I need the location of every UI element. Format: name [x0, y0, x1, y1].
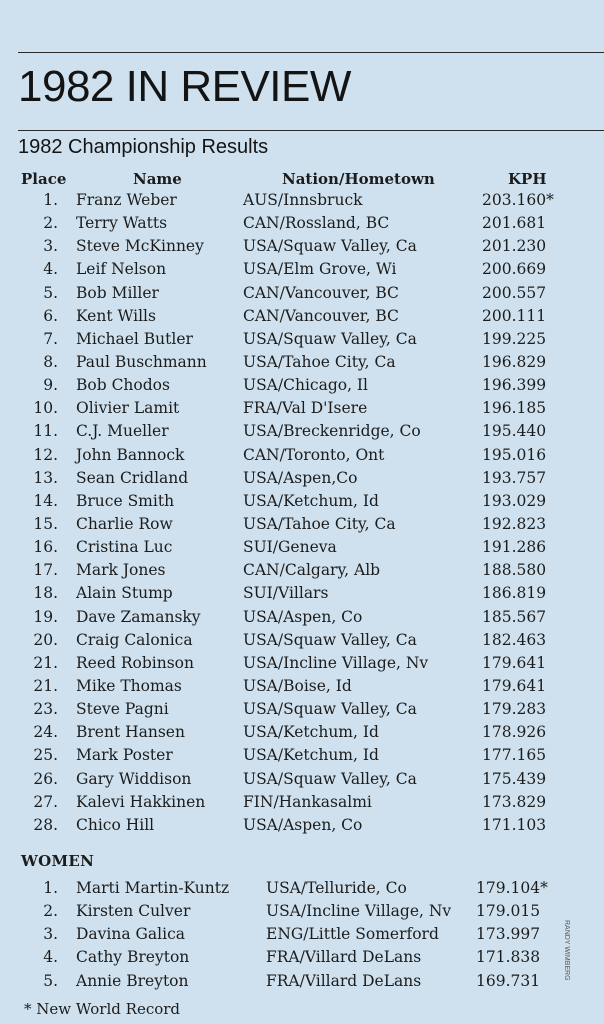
kph-cell: 179.641: [482, 676, 547, 695]
nation-cell: USA/Tahoe City, Ca: [243, 352, 396, 371]
nation-cell: CAN/Rossland, BC: [243, 214, 390, 233]
table-row: [0, 284, 604, 307]
table-row: [0, 631, 604, 654]
table-row: [0, 584, 604, 607]
place-cell: 20.: [33, 630, 58, 649]
table-row: [0, 422, 604, 445]
table-row: [0, 469, 604, 492]
name-cell: Michael Butler: [76, 329, 193, 348]
nation-cell: USA/Elm Grove, Wi: [243, 260, 397, 279]
nation-cell: USA/Aspen,Co: [243, 468, 358, 487]
nation-cell: USA/Telluride, Co: [266, 879, 407, 897]
place-cell: 26.: [33, 769, 58, 788]
table-row: [0, 353, 604, 376]
place-cell: 2.: [43, 214, 58, 233]
place-cell: 21.: [33, 653, 58, 672]
nation-cell: USA/Breckenridge, Co: [243, 422, 421, 441]
place-cell: 19.: [33, 607, 58, 626]
kph-cell: 173.829: [482, 792, 547, 811]
table-row: [0, 746, 604, 769]
name-cell: Marti Martin-Kuntz: [76, 879, 230, 897]
place-cell: 12.: [33, 445, 58, 464]
nation-cell: USA/Incline Village, Nv: [243, 653, 429, 672]
nation-cell: FRA/Val D'Isere: [243, 399, 368, 418]
kph-cell: 173.997: [476, 925, 541, 944]
table-row: [0, 191, 604, 214]
footnote: * New World Record: [24, 1000, 181, 1018]
kph-cell: 177.165: [482, 746, 547, 765]
table-row: [0, 446, 604, 469]
table-row: [0, 492, 604, 515]
place-cell: 3.: [43, 925, 58, 944]
nation-cell: USA/Tahoe City, Ca: [243, 514, 396, 533]
name-cell: John Bannock: [76, 445, 185, 464]
top-rule: [18, 52, 604, 53]
kph-cell: 196.399: [482, 376, 547, 395]
name-cell: Reed Robinson: [76, 653, 194, 672]
table-row: [0, 561, 604, 584]
name-cell: Annie Breyton: [76, 971, 189, 990]
results-subtitle: 1982 Championship Results: [18, 136, 269, 158]
table-row: [0, 723, 604, 746]
nation-cell: USA/Boise, Id: [243, 676, 352, 695]
nation-cell: USA/Squaw Valley, Ca: [243, 769, 417, 788]
table-row: [0, 770, 604, 793]
place-cell: 5.: [43, 971, 58, 990]
name-cell: Bob Miller: [76, 283, 159, 302]
nation-cell: FRA/Villard DeLans: [266, 971, 422, 990]
name-cell: C.J. Mueller: [76, 422, 169, 441]
kph-cell: 200.669: [482, 260, 547, 279]
name-cell: Charlie Row: [76, 514, 173, 533]
name-cell: Franz Weber: [76, 191, 177, 209]
header-kph: KPH: [508, 170, 547, 188]
nation-cell: USA/Squaw Valley, Ca: [243, 700, 417, 719]
nation-cell: AUS/Innsbruck: [243, 191, 363, 209]
place-cell: 14.: [33, 491, 58, 510]
name-cell: Paul Buschmann: [76, 352, 207, 371]
table-row: [0, 700, 604, 723]
place-cell: 23.: [33, 700, 58, 719]
kph-cell: 171.838: [476, 948, 541, 967]
nation-cell: CAN/Calgary, Alb: [243, 561, 381, 580]
name-cell: Alain Stump: [76, 584, 173, 603]
kph-cell: 201.230: [482, 237, 547, 256]
nation-cell: USA/Ketchum, Id: [243, 723, 379, 742]
table-row: [0, 677, 604, 700]
kph-cell: 193.757: [482, 468, 547, 487]
kph-cell: 171.103: [482, 815, 547, 834]
nation-cell: SUI/Villars: [243, 584, 329, 603]
nation-cell: USA/Aspen, Co: [243, 607, 363, 626]
name-cell: Kalevi Hakkinen: [76, 792, 206, 811]
table-row: [0, 538, 604, 561]
nation-cell: USA/Ketchum, Id: [243, 491, 379, 510]
kph-cell: 185.567: [482, 607, 547, 626]
kph-cell: 179.104*: [476, 879, 548, 897]
name-cell: Bruce Smith: [76, 491, 175, 510]
name-cell: Craig Calonica: [76, 630, 193, 649]
header-place: Place: [21, 170, 67, 188]
place-cell: 28.: [33, 815, 58, 834]
place-cell: 6.: [43, 306, 58, 325]
table-row: [0, 816, 604, 839]
name-cell: Kent Wills: [76, 306, 156, 325]
name-cell: Leif Nelson: [76, 260, 167, 279]
place-cell: 18.: [33, 584, 58, 603]
place-cell: 24.: [33, 723, 58, 742]
kph-cell: 188.580: [482, 561, 547, 580]
table-row: [0, 654, 604, 677]
nation-cell: USA/Incline Village, Nv: [266, 902, 452, 921]
name-cell: Davina Galica: [76, 925, 185, 944]
nation-cell: USA/Aspen, Co: [243, 815, 363, 834]
kph-cell: 203.160*: [482, 191, 554, 209]
place-cell: 1.: [43, 879, 58, 897]
kph-cell: 199.225: [482, 329, 547, 348]
name-cell: Brent Hansen: [76, 723, 185, 742]
table-row: [0, 948, 604, 971]
nation-cell: ENG/Little Somerford: [266, 925, 439, 944]
place-cell: 25.: [33, 746, 58, 765]
kph-cell: 178.926: [482, 723, 547, 742]
table-row: [0, 902, 604, 925]
kph-cell: 196.829: [482, 352, 547, 371]
place-cell: 5.: [43, 283, 58, 302]
photo-credit: RANDY WIMBERG: [563, 920, 570, 981]
header-name: Name: [133, 170, 182, 188]
table-row: [0, 330, 604, 353]
name-cell: Sean Cridland: [76, 468, 189, 487]
name-cell: Olivier Lamit: [76, 399, 180, 418]
table-row: [0, 399, 604, 422]
place-cell: 16.: [33, 538, 58, 557]
kph-cell: 179.283: [482, 700, 547, 719]
kph-cell: 195.016: [482, 445, 547, 464]
name-cell: Mark Poster: [76, 746, 173, 765]
nation-cell: FRA/Villard DeLans: [266, 948, 422, 967]
place-cell: 10.: [33, 399, 58, 418]
name-cell: Bob Chodos: [76, 376, 170, 395]
nation-cell: USA/Ketchum, Id: [243, 746, 379, 765]
kph-cell: 191.286: [482, 538, 547, 557]
place-cell: 11.: [33, 422, 58, 441]
kph-cell: 182.463: [482, 630, 547, 649]
name-cell: Gary Widdison: [76, 769, 192, 788]
place-cell: 8.: [43, 352, 58, 371]
kph-cell: 179.641: [482, 653, 547, 672]
kph-cell: 175.439: [482, 769, 547, 788]
table-row: [0, 925, 604, 948]
place-cell: 9.: [43, 376, 58, 395]
table-row: [0, 214, 604, 237]
kph-cell: 192.823: [482, 514, 547, 533]
table-row: [0, 972, 604, 995]
table-row: [0, 608, 604, 631]
place-cell: 2.: [43, 902, 58, 921]
men-results-table: [0, 191, 604, 839]
nation-cell: SUI/Geneva: [243, 538, 337, 557]
name-cell: Kirsten Culver: [76, 902, 191, 921]
table-row: [0, 515, 604, 538]
header-nation: Nation/Hometown: [282, 170, 435, 188]
place-cell: 3.: [43, 237, 58, 256]
name-cell: Chico Hill: [76, 815, 155, 834]
name-cell: Mark Jones: [76, 561, 166, 580]
name-cell: Steve Pagni: [76, 700, 169, 719]
place-cell: 1.: [43, 191, 58, 209]
place-cell: 15.: [33, 514, 58, 533]
table-row: [0, 260, 604, 283]
name-cell: Cathy Breyton: [76, 948, 190, 967]
table-row: [0, 376, 604, 399]
name-cell: Steve McKinney: [76, 237, 204, 256]
place-cell: 13.: [33, 468, 58, 487]
women-heading: WOMEN: [21, 852, 95, 870]
table-row: [0, 879, 604, 902]
page-title: 1982 IN REVIEW: [18, 62, 351, 111]
women-results-table: [0, 879, 604, 995]
kph-cell: 200.557: [482, 283, 547, 302]
name-cell: Terry Watts: [76, 214, 168, 233]
kph-cell: 179.015: [476, 902, 541, 921]
nation-cell: CAN/Vancouver, BC: [243, 306, 399, 325]
name-cell: Cristina Luc: [76, 538, 173, 557]
name-cell: Mike Thomas: [76, 676, 182, 695]
nation-cell: CAN/Vancouver, BC: [243, 283, 399, 302]
nation-cell: FIN/Hankasalmi: [243, 792, 372, 811]
kph-cell: 195.440: [482, 422, 547, 441]
kph-cell: 193.029: [482, 491, 547, 510]
kph-cell: 196.185: [482, 399, 547, 418]
table-row: [0, 793, 604, 816]
kph-cell: 200.111: [482, 306, 547, 325]
nation-cell: CAN/Toronto, Ont: [243, 445, 385, 464]
nation-cell: USA/Squaw Valley, Ca: [243, 237, 417, 256]
place-cell: 17.: [33, 561, 58, 580]
place-cell: 27.: [33, 792, 58, 811]
place-cell: 21.: [33, 676, 58, 695]
title-rule: [18, 130, 604, 131]
nation-cell: USA/Chicago, Il: [243, 376, 369, 395]
name-cell: Dave Zamansky: [76, 607, 201, 626]
place-cell: 7.: [43, 329, 58, 348]
table-row: [0, 307, 604, 330]
kph-cell: 186.819: [482, 584, 547, 603]
table-row: [0, 237, 604, 260]
nation-cell: USA/Squaw Valley, Ca: [243, 329, 417, 348]
nation-cell: USA/Squaw Valley, Ca: [243, 630, 417, 649]
kph-cell: 169.731: [476, 971, 541, 990]
kph-cell: 201.681: [482, 214, 547, 233]
place-cell: 4.: [43, 260, 58, 279]
place-cell: 4.: [43, 948, 58, 967]
